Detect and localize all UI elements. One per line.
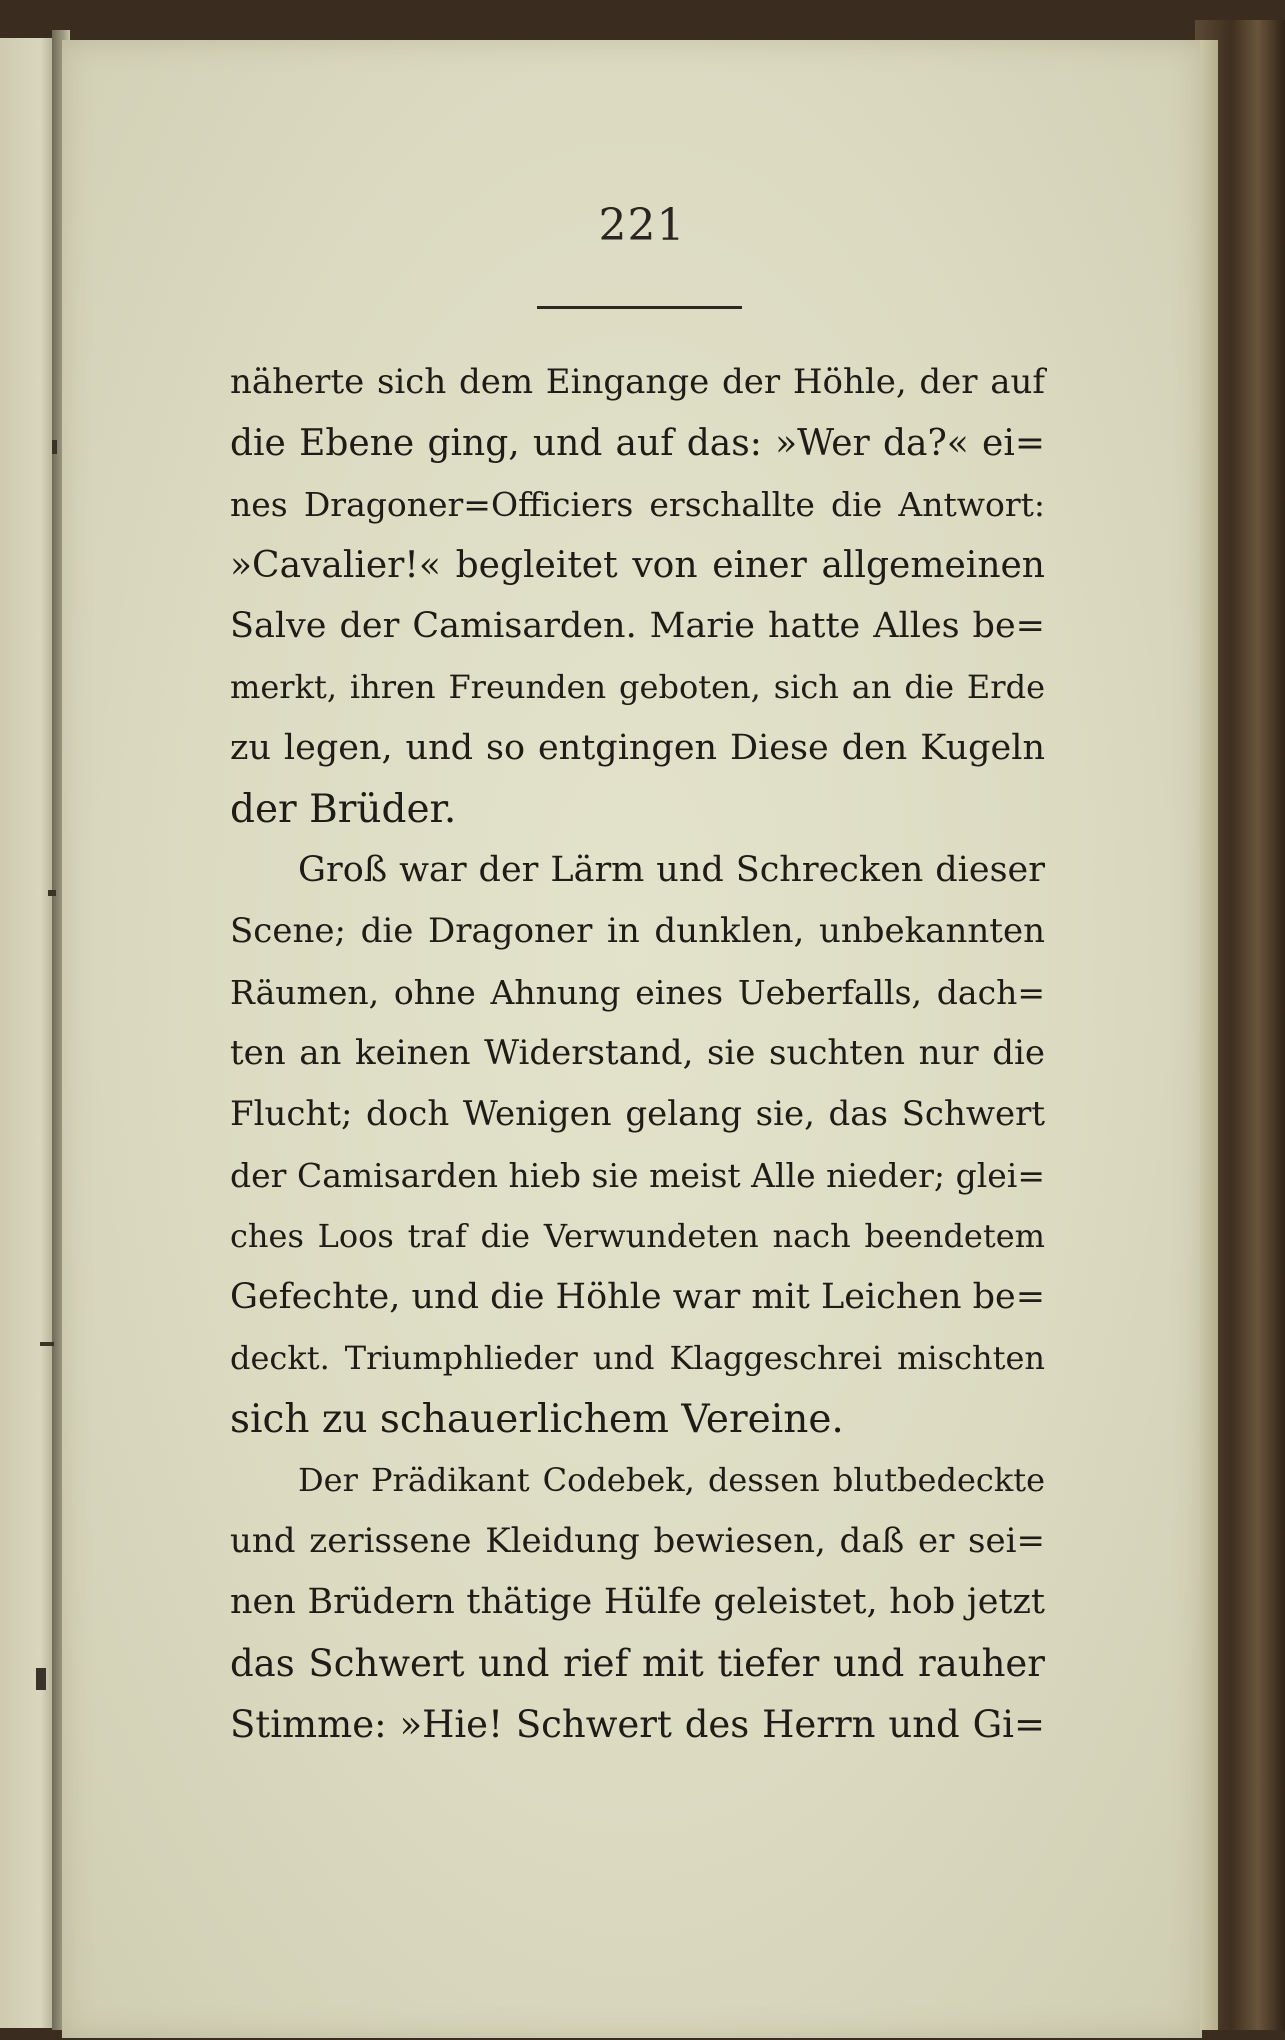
text-line: Der Prädikant Codebek, dessen blutbedeckte xyxy=(298,1461,1045,1499)
body-text xyxy=(230,352,1045,1755)
margin-mark xyxy=(40,1342,54,1346)
facing-page-edge xyxy=(0,38,58,2028)
text-line: Stimme: »Hie! Schwert des Herrn und Gi= xyxy=(230,1703,1045,1746)
margin-mark xyxy=(48,890,56,896)
text-line: der Brüder. xyxy=(230,787,457,832)
text-line: Räumen, ohne Ahnung eines Ueberfalls, dach= xyxy=(230,973,1045,1012)
text-line: Groß war der Lärm und Schrecken dieser xyxy=(298,850,1045,890)
page-edge-strip xyxy=(1200,40,1218,2030)
text-line: sich zu schauerlichem Vereine. xyxy=(230,1397,844,1442)
margin-mark xyxy=(52,440,57,454)
text-line: nes Dragoner=Officiers erschallte die Antwort: xyxy=(230,485,1045,524)
page-number: 221 xyxy=(598,200,686,251)
text-line: näherte sich dem Eingange der Höhle, der auf xyxy=(230,362,1045,402)
text-line: Scene; die Dragoner in dunklen, unbekannten xyxy=(230,911,1045,951)
margin-mark xyxy=(36,1668,46,1690)
text-line: die Ebene ging, und auf das: »Wer da?« ei= xyxy=(230,423,1045,464)
text-line: merkt, ihren Freunden geboten, sich an die Erde xyxy=(230,668,1045,706)
text-line: Gefechte, und die Höhle war mit Leichen be= xyxy=(230,1277,1046,1317)
text-line: nen Brüdern thätige Hülfe geleistet, hob jetzt xyxy=(230,1582,1045,1622)
header-rule xyxy=(537,306,742,309)
text-line: ches Loos traf die Verwundeten nach beendetem xyxy=(230,1217,1045,1255)
text-line: Salve der Camisarden. Marie hatte Alles be= xyxy=(230,606,1045,646)
text-line: der Camisarden hieb sie meist Alle nieder; glei= xyxy=(230,1156,1045,1195)
text-line: das Schwert und rief mit tiefer und rauher xyxy=(230,1642,1045,1685)
text-line: deckt. Triumphlieder und Klaggeschrei mischten xyxy=(230,1339,1045,1377)
page-body xyxy=(62,40,1202,2038)
text-line: ten an keinen Widerstand, sie suchten nur die xyxy=(230,1033,1045,1073)
text-line: und zerissene Kleidung bewiesen, daß er sei= xyxy=(230,1521,1045,1561)
text-line: Flucht; doch Wenigen gelang sie, das Schwert xyxy=(230,1094,1045,1134)
text-line: »Cavalier!« begleitet von einer allgemeinen xyxy=(230,545,1045,586)
text-line: zu legen, und so entgingen Diese den Kugeln xyxy=(230,728,1045,768)
